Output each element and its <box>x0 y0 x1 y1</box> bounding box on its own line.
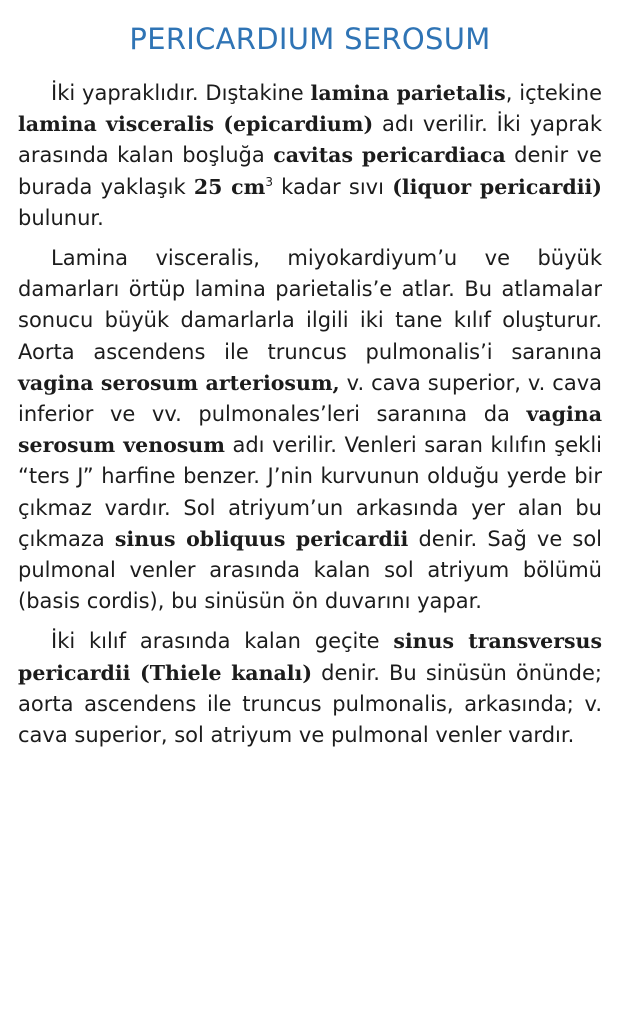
page-title: PERICARDIUM SEROSUM <box>129 22 491 56</box>
text-run: adı verilir. İki yaprak arasında kalan boşluğa <box>18 112 602 168</box>
bold-term: lamina visceralis (epicardium) <box>18 112 374 137</box>
paragraph-1 <box>18 78 602 234</box>
superscript: 3 <box>265 174 273 189</box>
text-run: İki yapraklıdır. Dıştakine <box>51 81 311 105</box>
bold-term: 25 cm <box>193 174 266 199</box>
bold-term: cavitas pericardiaca <box>273 143 506 168</box>
text-run: bulunur. <box>18 205 104 230</box>
text-run: Lamina visceralis, miyokardiyum’u ve büyük damarları örtüp lamina parietalis’e atlar. Bu atlamalar sonucu büyük damarlarla ilgili iki tane kılıf oluşturur. Aorta ascendens ile truncus pulmonalis’i saranına <box>18 246 602 364</box>
bold-term: sinus obliquus pericardii <box>114 526 409 551</box>
bold-term: (liquor pericardii) <box>392 174 603 199</box>
bold-term: vagina serosum arteriosum, <box>18 370 340 395</box>
paragraph-3 <box>18 626 602 751</box>
text-run: denir. Sağ ve sol pulmonal venler arasında kalan sol atriyum bölümü (basis cordis), bu sinüsün ön duvarını yapar. <box>18 526 602 614</box>
text-run: denir ve burada yaklaşık <box>18 143 602 199</box>
text-run: adı verilir. Venleri saran kılıfın şekli “ters J” harfine benzer. J’nin kurvunun olduğu yerde bir çıkmaz vardır. Sol atriyum’un arkasında yer alan bu çıkmaza <box>18 433 602 551</box>
bold-term: sinus transversus pericardii (Thiele kanalı) <box>18 629 602 685</box>
text-run: , içtekine <box>505 81 602 105</box>
text-run: kadar sıvı <box>272 174 393 199</box>
text-run: denir. Bu sinüsün önünde; aorta ascendens ile truncus pulmonalis, arkasında; v. cava superior, sol atriyum ve pulmonal venler vardır. <box>18 660 603 748</box>
text-run: İki kılıf arasında kalan geçite <box>51 629 394 654</box>
bold-term: lamina parietalis <box>310 81 506 105</box>
paragraph-2 <box>18 243 602 617</box>
bold-term: vagina serosum venosum <box>18 402 602 458</box>
body-text <box>18 78 602 760</box>
text-run: v. cava superior, v. cava inferior ve vv. pulmonales’leri saranına da <box>18 370 602 427</box>
